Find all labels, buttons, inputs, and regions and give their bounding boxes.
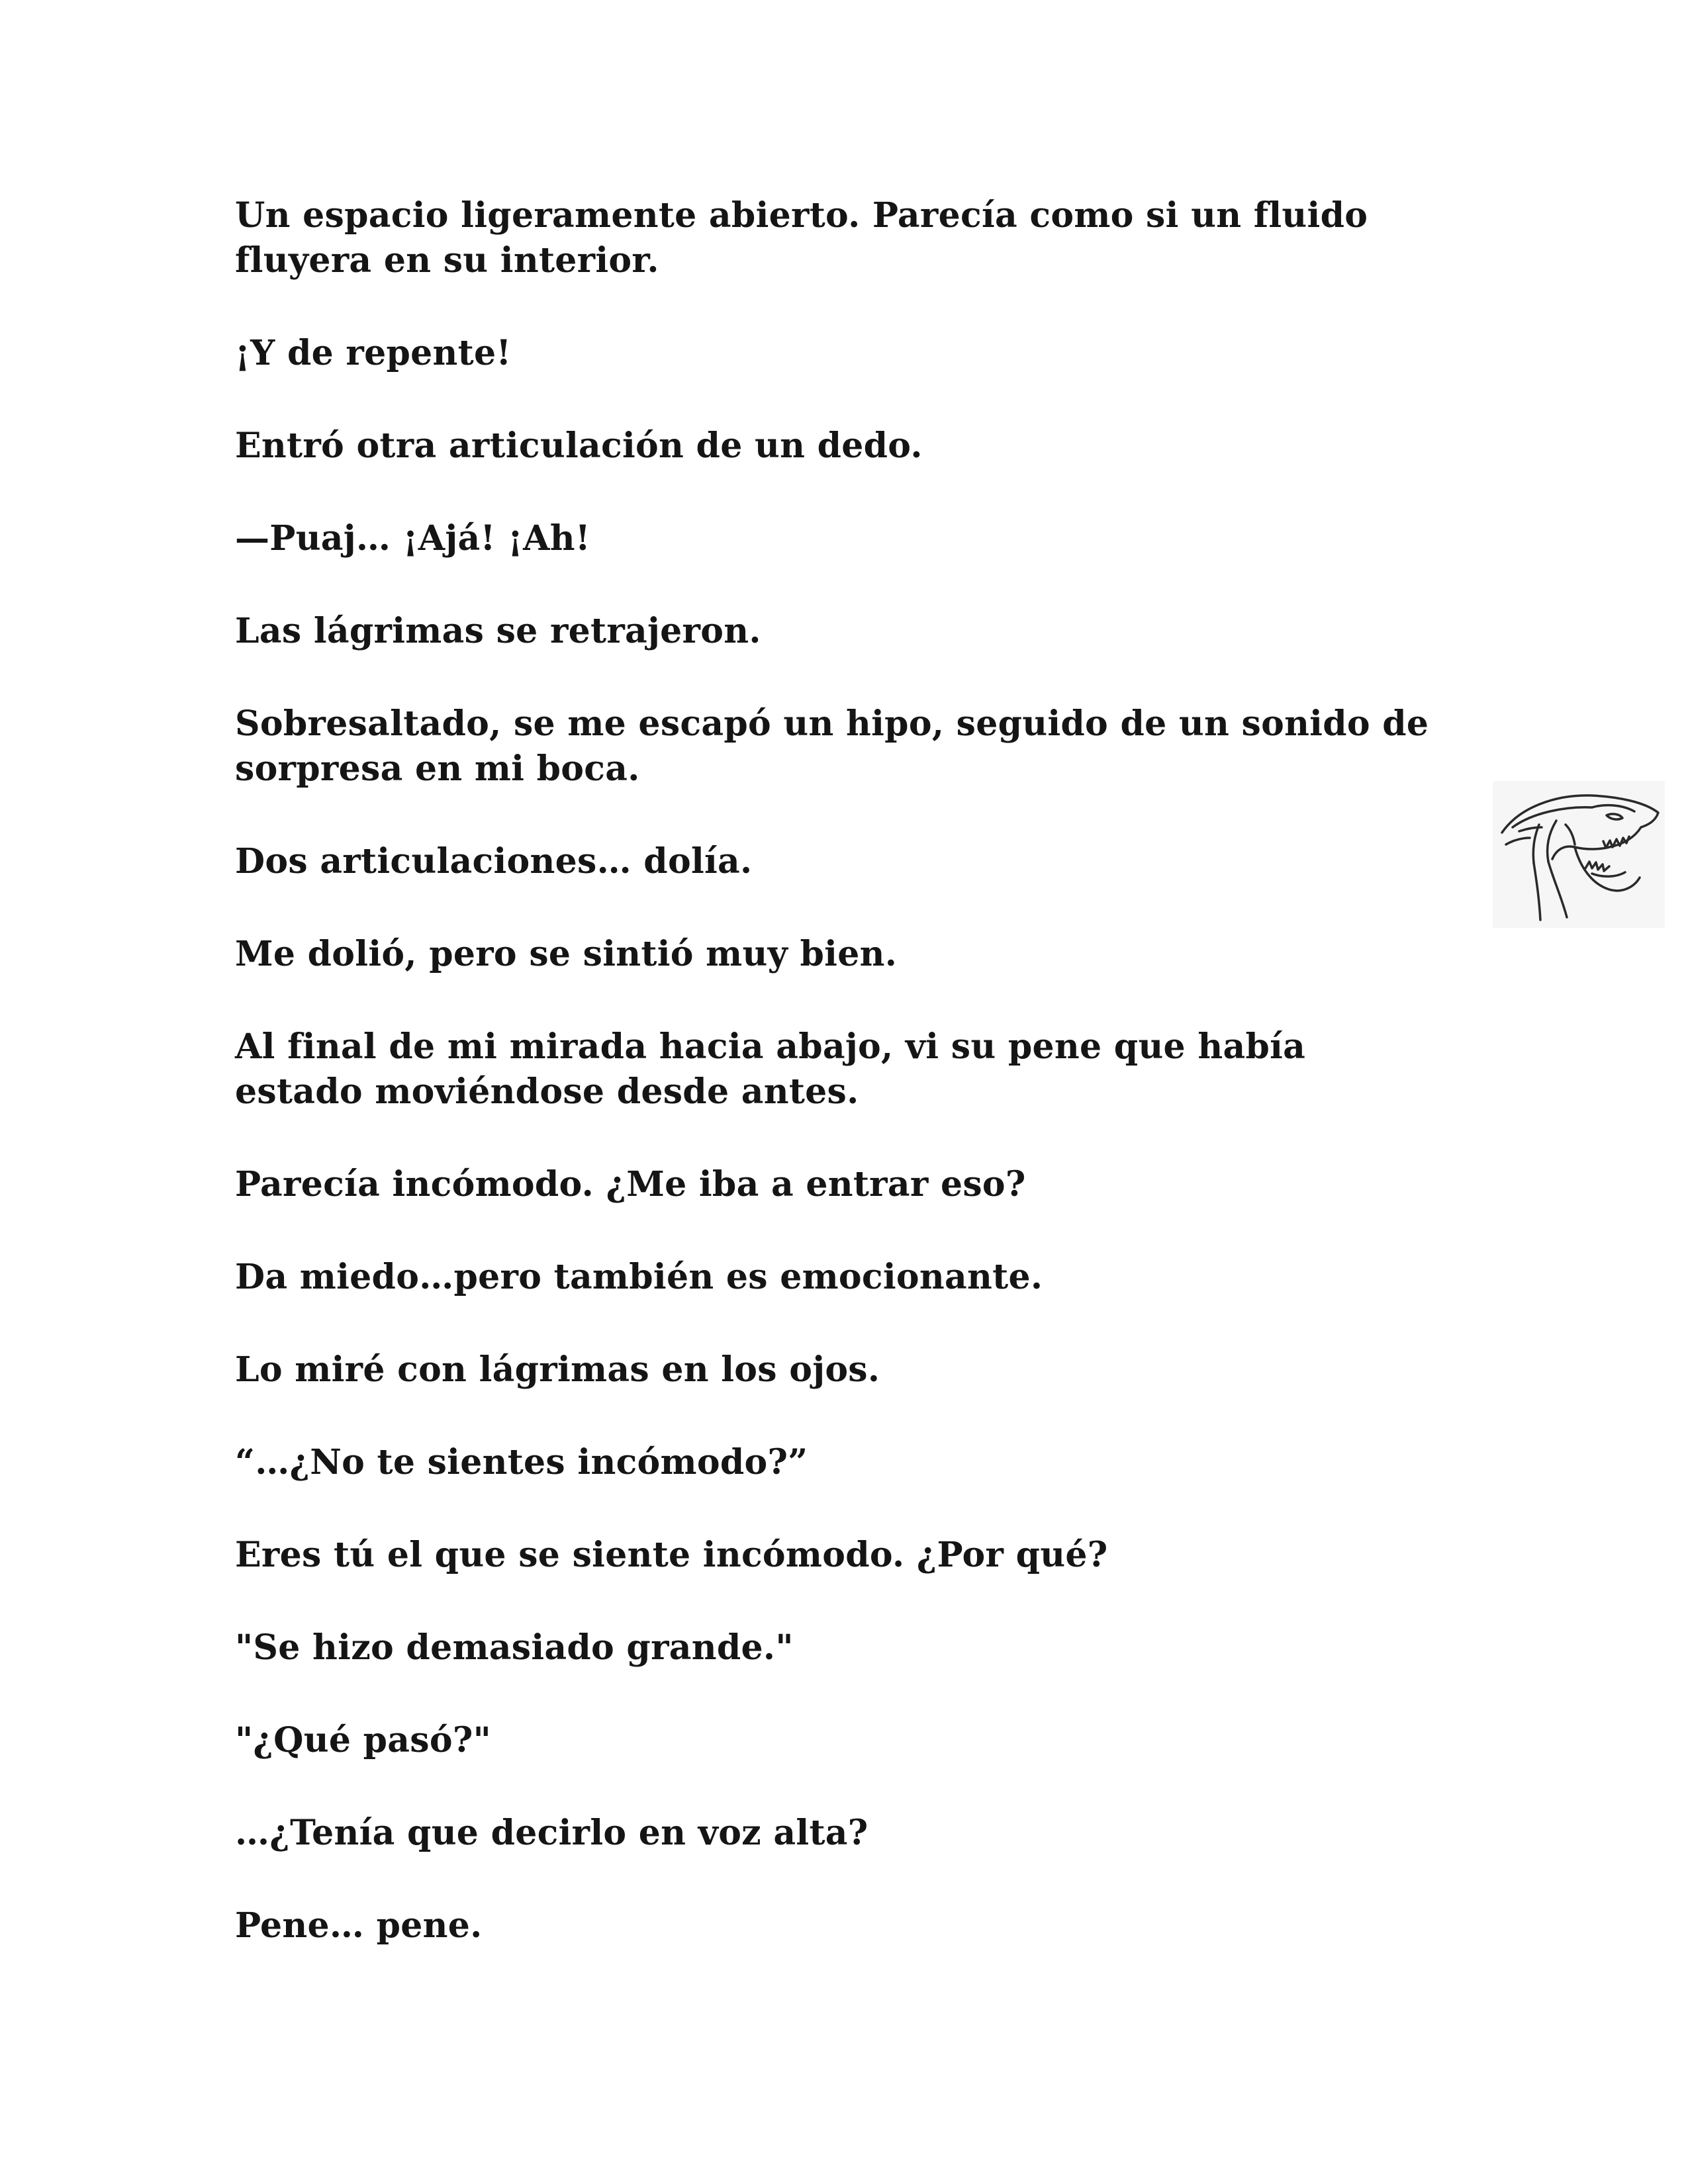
paragraph: Da miedo…pero también es emocionante. [235, 1257, 1043, 1297]
paragraph: Pene… pene. [235, 1905, 483, 1946]
paragraph: Sobresaltado, se me escapó un hipo, seguido de un sonido de sorpresa en mi boca. [235, 704, 1429, 789]
paragraph: Las lágrimas se retrajeron. [235, 611, 761, 651]
paragraph: ¡Y de repente! [235, 333, 512, 373]
paragraph: Parecía incómodo. ¿Me iba a entrar eso? [235, 1164, 1026, 1205]
paragraph: Lo miré con lágrimas en los ojos. [235, 1349, 880, 1390]
paragraph: "Se hizo demasiado grande." [235, 1627, 794, 1668]
paragraph: “…¿No te sientes incómodo?” [235, 1442, 808, 1482]
paragraph: Dos articulaciones… dolía. [235, 841, 753, 882]
paragraph: …¿Tenía que decirlo en voz alta? [235, 1813, 868, 1853]
paragraph: Entró otra articulación de un dedo. [235, 426, 923, 466]
paragraph: "¿Qué pasó?" [235, 1720, 492, 1760]
dinosaur-head-sketch-icon [1493, 781, 1665, 928]
paragraph: Eres tú el que se siente incómodo. ¿Por qué? [235, 1535, 1108, 1575]
paragraph: Al final de mi mirada hacia abajo, vi su pene que había estado moviéndose desde antes. [235, 1026, 1306, 1112]
story-text [235, 193, 1479, 1996]
paragraph: Me dolió, pero se sintió muy bien. [235, 934, 898, 974]
paragraph: Un espacio ligeramente abierto. Parecía como si un fluido fluyera en su interior. [235, 195, 1368, 281]
paragraph: —Puaj… ¡Ajá! ¡Ah! [235, 518, 591, 559]
